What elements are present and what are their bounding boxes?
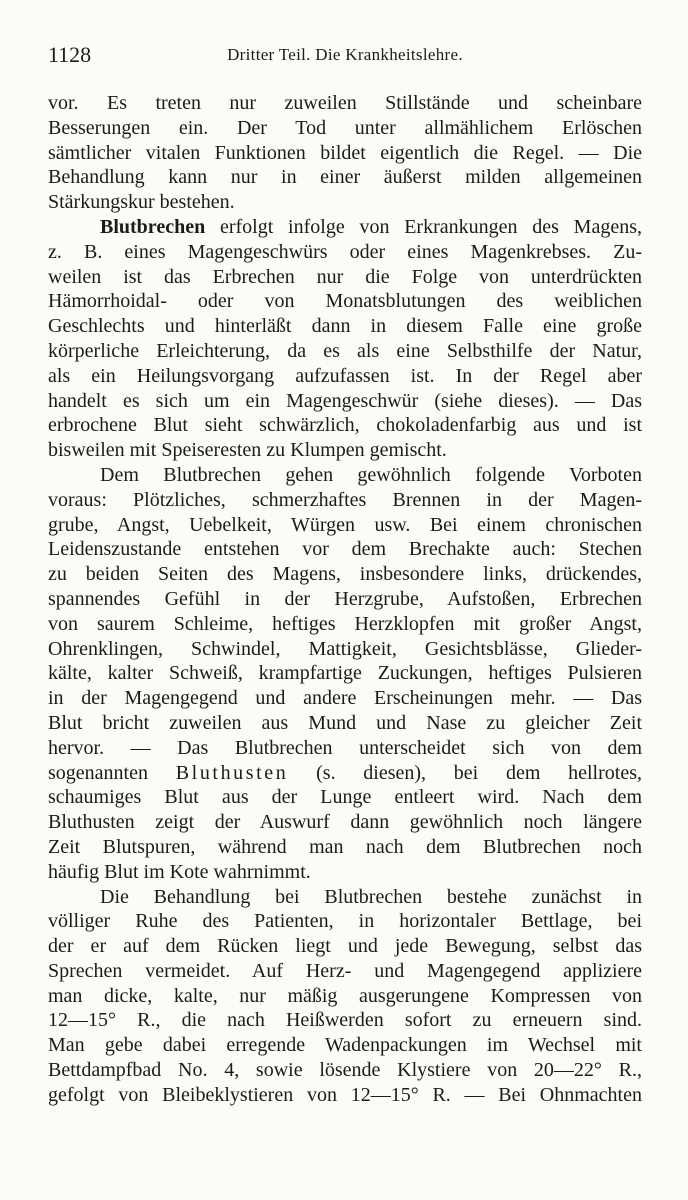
- text-line: Bluthusten zeigt der Auswurf dann gewöhnlich noch längere: [48, 811, 642, 834]
- text-line: häufig Blut im Kote wahrnimmt.: [48, 860, 311, 883]
- text-line: Blut bricht zuweilen aus Mund und Nase zu gleicher Zeit: [48, 711, 642, 734]
- line-segment: sogenannten: [48, 761, 148, 784]
- text-line: als ein Heilungsvorgang aufzufassen ist. In der Regel aber: [48, 364, 642, 387]
- text-line: bisweilen mit Speiseresten zu Klumpen gemischt.: [48, 439, 447, 462]
- body-text: [48, 91, 642, 1108]
- text-line: Leidenszustande entstehen vor dem Brechakte auch: Stechen: [48, 538, 642, 561]
- text-line: Bettdampfbad No. 4, sowie lösende Klystiere von 20—22° R.,: [48, 1059, 642, 1082]
- text-line: Die Behandlung bei Blutbrechen bestehe zunächst in: [100, 885, 642, 908]
- text-line: man dicke, kalte, nur mäßig ausgerungene Kompressen von: [48, 984, 642, 1007]
- text-line: erbrochene Blut sieht schwärzlich, chokoladenfarbig aus und ist: [48, 414, 642, 437]
- text-line: Geschlechts und hinterläßt dann in diesem Falle eine große: [48, 315, 642, 338]
- text-line: sämtlicher vitalen Funktionen bildet eigentlich die Regel. — Die: [48, 141, 642, 164]
- text-line: Dem Blutbrechen gehen gewöhnlich folgende Vorboten: [100, 463, 642, 486]
- text-line: Man gebe dabei erregende Wadenpackungen im Wechsel mit: [48, 1034, 642, 1057]
- text-line: der er auf dem Rücken liegt und jede Bewegung, selbst das: [48, 935, 642, 958]
- text-line: von saurem Schleime, heftiges Herzklopfen mit großer Angst,: [48, 612, 642, 635]
- line-segment: (s. diesen), bei dem hellrotes,: [316, 761, 642, 784]
- spaced-term: Bluthusten: [175, 761, 289, 784]
- text-line: Behandlung kann nur in einer äußerst milden allgemeinen: [48, 166, 642, 189]
- running-title: Dritter Teil. Die Krankheitslehre.: [227, 45, 463, 64]
- text-line: spannendes Gefühl in der Herzgrube, Aufstoßen, Erbrechen: [48, 587, 642, 610]
- text-line: schaumiges Blut aus der Lunge entleert wird. Nach dem: [48, 786, 642, 809]
- text-line: völliger Ruhe des Patienten, in horizontaler Bettlage, bei: [48, 910, 642, 933]
- text-line: Sprechen vermeidet. Auf Herz- und Magengegend appliziere: [48, 959, 642, 982]
- lead-line-rest: erfolgt infolge von Erkrankungen des Magens,: [219, 215, 642, 238]
- text-line: Besserungen ein. Der Tod unter allmählichem Erlöschen: [48, 116, 642, 139]
- text-line: körperliche Erleichterung, da es als eine Selbsthilfe der Natur,: [48, 339, 642, 362]
- page-number: 1128: [48, 42, 92, 67]
- text-line: hervor. — Das Blutbrechen unterscheidet sich von dem: [48, 736, 642, 759]
- text-line: Stärkungskur bestehen.: [48, 191, 235, 214]
- text-line: kälte, kalter Schweiß, krampfartige Zuckungen, heftiges Pulsieren: [48, 662, 642, 685]
- text-line: grube, Angst, Uebelkeit, Würgen usw. Bei einem chronischen: [48, 513, 642, 536]
- page-header: [48, 40, 642, 70]
- text-line: gefolgt von Bleibeklystieren von 12—15° R. — Bei Ohnmachten: [48, 1083, 642, 1106]
- text-line: handelt es sich um ein Magengeschwür (siehe dieses). — Das: [48, 389, 642, 412]
- lead-term: Blutbrechen: [100, 215, 206, 238]
- text-line: weilen ist das Erbrechen nur die Folge von unterdrückten: [48, 265, 642, 288]
- text-line: vor. Es treten nur zuweilen Stillstände und scheinbare: [48, 92, 642, 114]
- paragraph-lead-line: [48, 215, 642, 240]
- text-line: 12—15° R., die nach Heißwerden sofort zu erneuern sind.: [48, 1009, 642, 1032]
- text-line: zu beiden Seiten des Magens, insbesondere links, drückendes,: [48, 563, 642, 586]
- text-line: Ohrenklingen, Schwindel, Mattigkeit, Gesichtsblässe, Glieder-: [48, 637, 642, 660]
- text-line-with-spaced-term: [48, 761, 642, 786]
- text-line: Hämorrhoidal- oder von Monatsblutungen des weiblichen: [48, 290, 642, 313]
- text-line: voraus: Plötzliches, schmerzhaftes Brennen in der Magen-: [48, 488, 642, 511]
- text-line: z. B. eines Magengeschwürs oder eines Magenkrebses. Zu-: [48, 240, 642, 263]
- text-line: in der Magengegend und andere Erscheinungen mehr. — Das: [48, 687, 642, 710]
- text-line: Zeit Blutspuren, während man nach dem Blutbrechen noch: [48, 835, 642, 858]
